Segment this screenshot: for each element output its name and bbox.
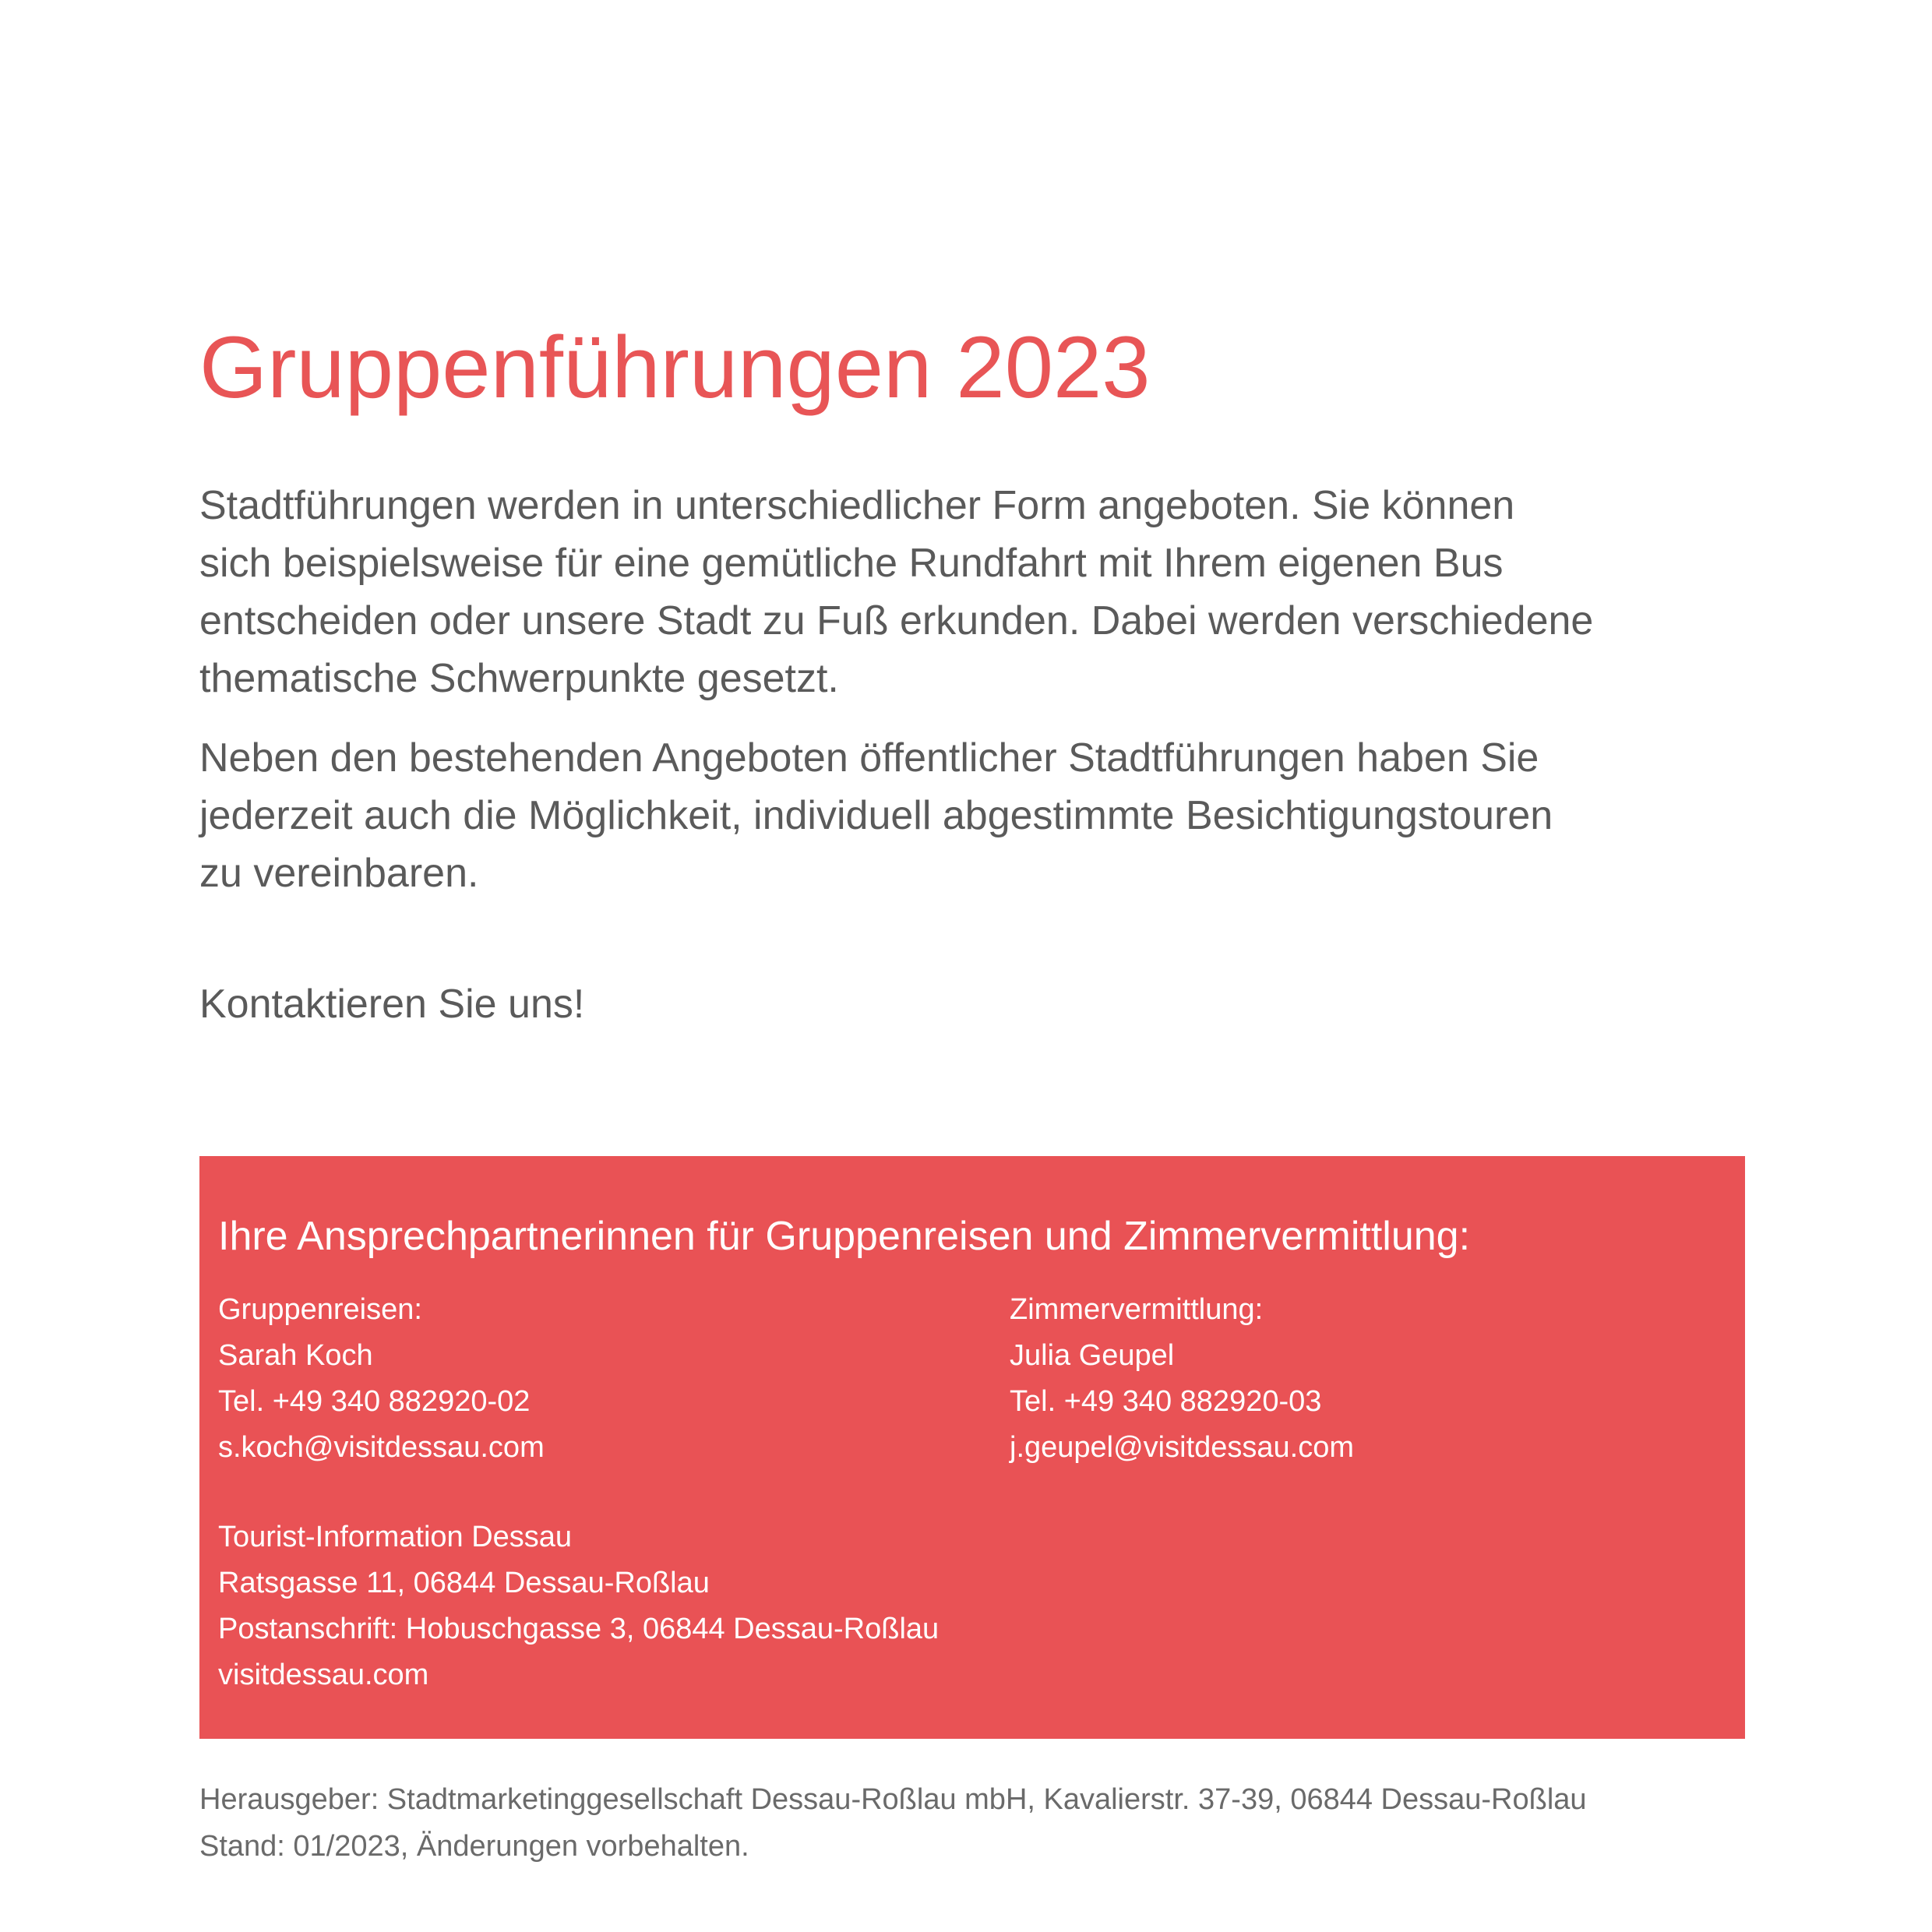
group-travel-label: Gruppenreisen: xyxy=(218,1293,422,1326)
intro-line: Neben den bestehenden Angeboten öffentlicher Stadtführungen haben Sie xyxy=(199,735,1539,781)
group-travel-name: Sarah Koch xyxy=(218,1339,373,1372)
office-name: Tourist-Information Dessau xyxy=(218,1521,573,1553)
status-note: Stand: 01/2023, Änderungen vorbehalten. xyxy=(199,1830,749,1863)
office-street: Ratsgasse 11, 06844 Dessau-Roßlau xyxy=(218,1567,710,1599)
intro-line: zu vereinbaren. xyxy=(199,851,479,896)
accommodation-name: Julia Geupel xyxy=(1010,1339,1175,1372)
intro-text xyxy=(199,477,1757,902)
website-link[interactable]: visitdessau.com xyxy=(218,1659,429,1691)
footer xyxy=(199,1776,1587,1870)
intro-line: sich beispielsweise für eine gemütliche Rundfahrt mit Ihrem eigenen Bus xyxy=(199,541,1504,586)
intro-line: entscheiden oder unsere Stadt zu Fuß erkunden. Dabei werden verschiedene xyxy=(199,598,1594,643)
intro-line: thematische Schwerpunkte gesetzt. xyxy=(199,656,839,701)
accommodation-contact xyxy=(1010,1287,1354,1471)
page-title: Gruppenführungen 2023 xyxy=(199,319,1151,416)
group-travel-email[interactable]: s.koch@visitdessau.com xyxy=(218,1431,545,1464)
intro-paragraph-1 xyxy=(199,477,1757,707)
accommodation-label: Zimmervermittlung: xyxy=(1010,1293,1264,1326)
accommodation-phone[interactable]: Tel. +49 340 882920-03 xyxy=(1010,1385,1322,1418)
intro-line: Stadtführungen werden in unterschiedlicher Form angeboten. Sie können xyxy=(199,483,1515,528)
office-address xyxy=(218,1514,939,1698)
intro-line: jederzeit auch die Möglichkeit, individuell abgestimmte Besichtigungstouren xyxy=(199,793,1553,838)
accommodation-email[interactable]: j.geupel@visitdessau.com xyxy=(1010,1431,1355,1464)
group-travel-contact xyxy=(218,1287,545,1471)
intro-paragraph-2 xyxy=(199,729,1757,902)
contact-box xyxy=(199,1156,1745,1739)
office-postal-address: Postanschrift: Hobuschgasse 3, 06844 Dessau-Roßlau xyxy=(218,1613,940,1645)
contact-box-heading: Ihre Ansprechpartnerinnen für Gruppenreisen und Zimmervermittlung: xyxy=(218,1214,1471,1259)
publisher-info: Herausgeber: Stadtmarketinggesellschaft Dessau-Roßlau mbH, Kavalierstr. 37-39, 06844 Dessau-Roßlau xyxy=(199,1783,1587,1816)
contact-call-to-action: Kontaktieren Sie uns! xyxy=(199,982,585,1027)
group-travel-phone[interactable]: Tel. +49 340 882920-02 xyxy=(218,1385,531,1418)
